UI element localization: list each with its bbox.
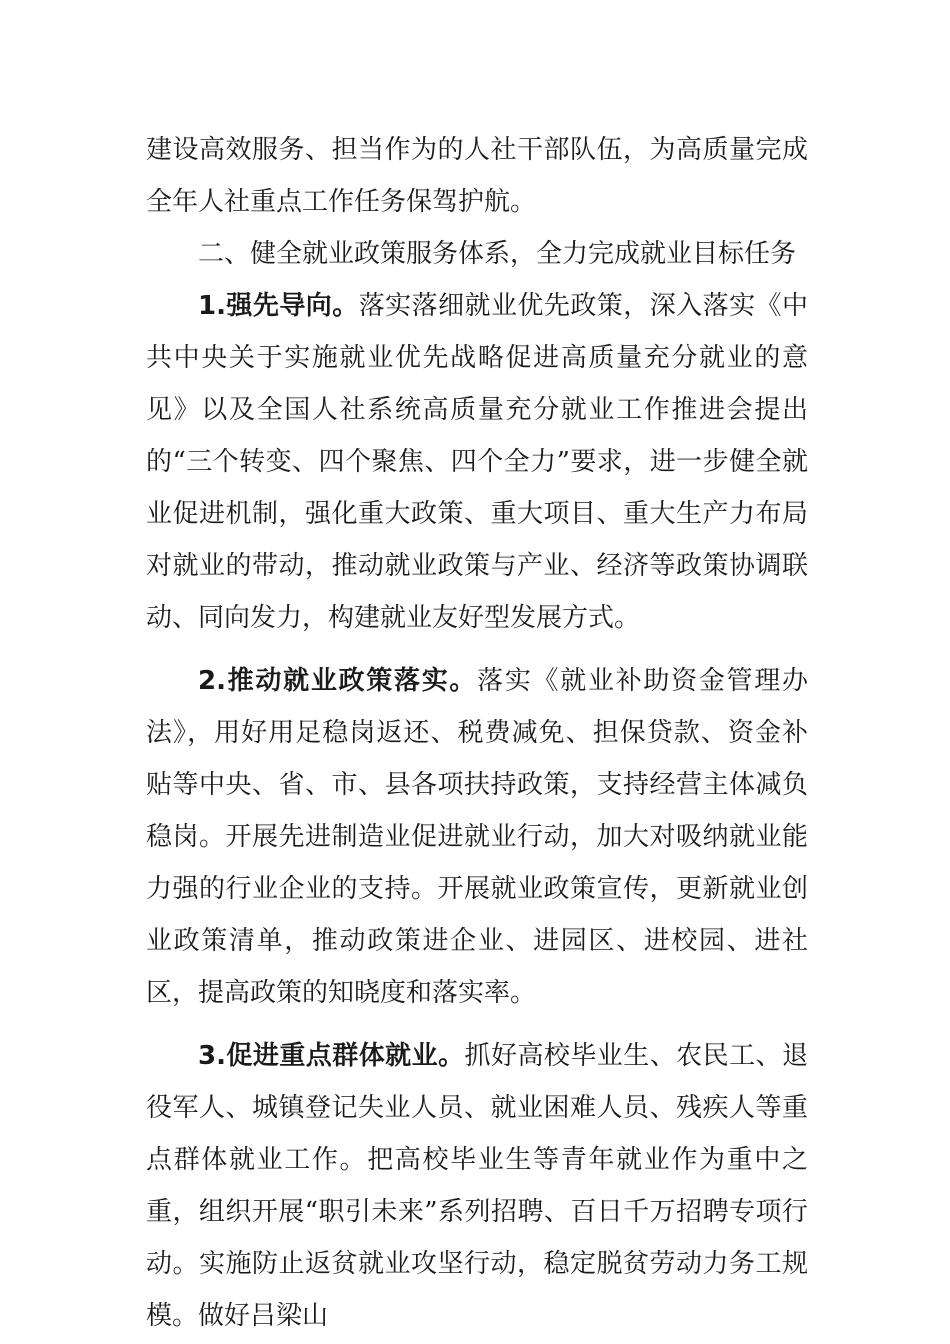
item-lead-3: 3.促进重点群体就业。 — [198, 1041, 465, 1071]
item-body-2: 落实《就业补助资金管理办法》，用好用足稳岗返还、税费减免、担保贷款、资金补贴等中央、省、市、县各项扶持政策，支持经营主体减负稳岗。开展先进制造业促进就业行动，加大对吸纳就业能力强的行业企业的支持。开展就业政策宣传，更新就业创业政策清单，推动政策进企业、进园区、进校园、进社区，提高政策的知晓度和落实率。 — [146, 666, 808, 1008]
item-paragraph-3 — [146, 1030, 808, 1342]
item-paragraph-1 — [146, 280, 808, 644]
intro-paragraph: 建设高效服务、担当作为的人社干部队伍，为高质量完成全年人社重点工作任务保驾护航。 — [146, 135, 808, 217]
item-paragraph-2 — [146, 655, 808, 1019]
document-body — [146, 124, 808, 1342]
section-heading: 二、健全就业政策服务体系，全力完成就业目标任务 — [198, 239, 797, 269]
item-lead-2: 2.推动就业政策落实。 — [198, 666, 478, 696]
item-body-1: 落实落细就业优先政策，深入落实《中共中央关于实施就业优先战略促进高质量充分就业的意见》以及全国人社系统高质量充分就业工作推进会提出的“三个转变、四个聚焦、四个全力”要求，进一步健全就业促进机制，强化重大政策、重大项目、重大生产力布局对就业的带动，推动就业政策与产业、经济等政策协调联动、同向发力，构建就业友好型发展方式。 — [146, 291, 808, 633]
item-lead-1: 1.强先导向。 — [198, 291, 359, 321]
item-body-3: 抓好高校毕业生、农民工、退役军人、城镇登记失业人员、就业困难人员、残疾人等重点群体就业工作。把高校毕业生等青年就业作为重中之重，组织开展“职引未来”系列招聘、百日千万招聘专项行动。实施防止返贫就业攻坚行动，稳定脱贫劳动力务工规模。做好吕梁山 — [146, 1041, 808, 1331]
